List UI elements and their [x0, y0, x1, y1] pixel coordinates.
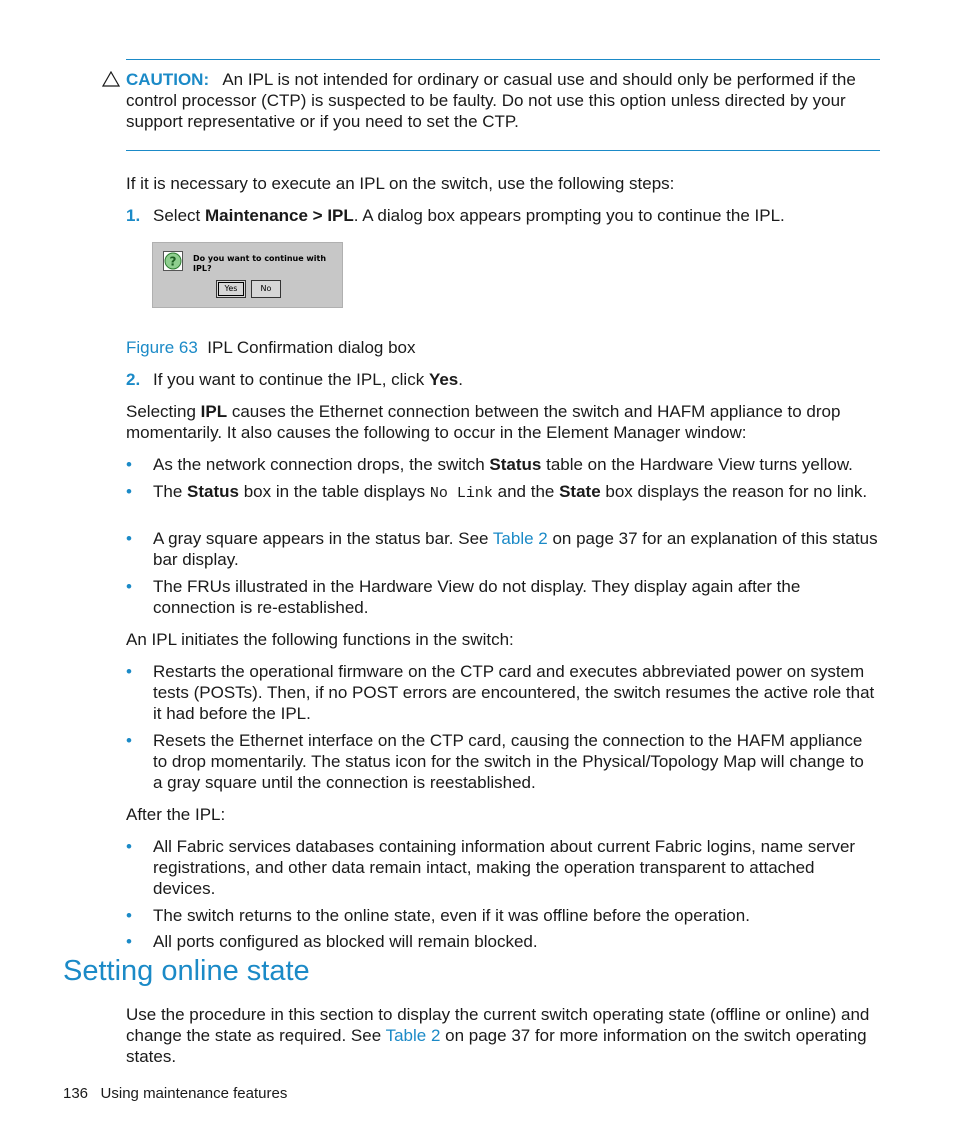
- menu-path: Maintenance > IPL: [204, 206, 354, 225]
- bullet-icon: •: [126, 662, 132, 681]
- after-ipl-paragraph: After the IPL:: [126, 805, 226, 824]
- section-heading: Setting online state: [63, 955, 310, 987]
- dialog-question: Do you want to continue with IPL?: [193, 254, 327, 273]
- page-number: 136: [63, 1085, 89, 1102]
- bullet-icon: •: [126, 906, 132, 925]
- figure-label: Figure 63: [126, 338, 198, 357]
- page-footer: [63, 1083, 287, 1104]
- caution-text: An IPL is not intended for ordinary or casual use and should only be performed if the control processor (CTP) is suspected to be faulty. Do not use this option unless directed by your support representative or if you need to set the CTP.: [126, 70, 856, 131]
- bullet-icon: •: [126, 529, 132, 548]
- table-2-link[interactable]: Table 2: [492, 529, 548, 548]
- intro-paragraph: If it is necessary to execute an IPL on the switch, use the following steps:: [126, 174, 675, 193]
- no-link-value: No Link: [429, 485, 493, 502]
- figure-caption-text: IPL Confirmation dialog box: [207, 338, 416, 357]
- bullet-icon: •: [126, 577, 132, 596]
- yes-keyword: Yes: [428, 370, 459, 389]
- bullet-icon: •: [126, 482, 132, 501]
- step-1-text: Select Maintenance > IPL. A dialog box appears prompting you to continue the IPL.: [153, 206, 785, 225]
- bullet-icon: •: [126, 837, 132, 856]
- caution-top-rule: [126, 59, 880, 60]
- selecting-paragraph: Selecting IPL causes the Ethernet connection between the switch and HAFM appliance to drop momentarily. It also causes the following to occur in the Element Manager window:: [126, 402, 841, 442]
- step-2-number: 2.: [126, 370, 141, 389]
- figure-caption: [126, 337, 416, 358]
- svg-text:?: ?: [169, 254, 177, 269]
- bullet-icon: •: [126, 932, 132, 951]
- table-2-link[interactable]: Table 2: [385, 1026, 441, 1045]
- step-2-text: If you want to continue the IPL, click Yes.: [153, 370, 463, 389]
- step-1-number: 1.: [126, 206, 141, 225]
- footer-chapter-title: Using maintenance features: [100, 1085, 288, 1102]
- caution-note: [126, 69, 880, 132]
- caution-triangle-icon: [102, 71, 120, 87]
- no-button[interactable]: No: [251, 280, 281, 298]
- bullet-icon: •: [126, 731, 132, 750]
- bullet-icon: •: [126, 455, 132, 474]
- ipl-confirmation-dialog: [152, 242, 343, 308]
- caution-bottom-rule: [126, 150, 880, 151]
- ipl-initiates-paragraph: An IPL initiates the following functions in the switch:: [126, 630, 514, 649]
- caution-label: CAUTION:: [126, 70, 210, 89]
- yes-button[interactable]: Yes: [216, 280, 246, 298]
- question-icon: [163, 251, 183, 271]
- section-paragraph: Use the procedure in this section to display the current switch operating state (offline or online) and change the state as required. See Table 2 on page 37 for more information on the switch operating states.: [126, 1005, 870, 1066]
